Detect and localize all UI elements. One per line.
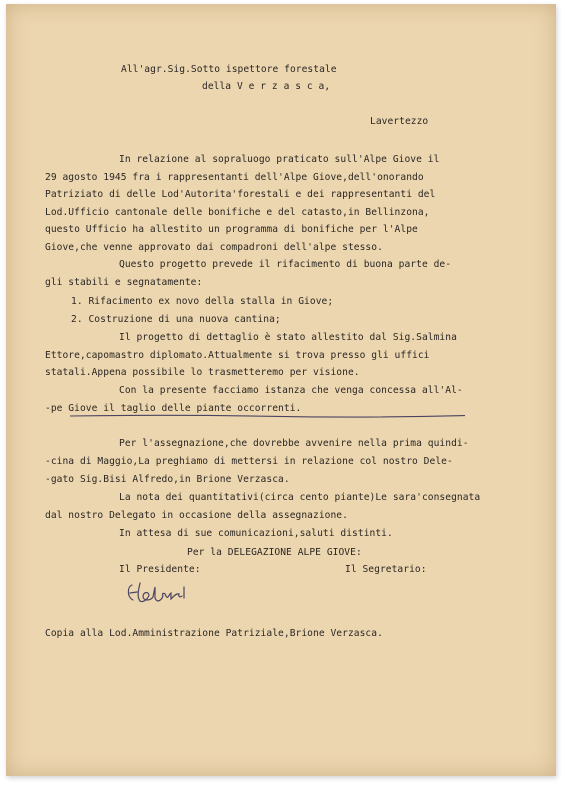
list-item: 1. Rifacimento ex novo della stalla in Giove; (71, 296, 334, 307)
location: Lavertezzo (370, 116, 429, 127)
body-line: Lod.Ufficio cantonale delle bonifiche e del catasto,in Bellinzona, (45, 207, 430, 218)
letter-page (6, 4, 556, 776)
pencil-underline-mark (70, 414, 465, 418)
addressee-line-2: della V e r z a s c a, (202, 81, 331, 92)
body-line: Con la presente facciamo istanza che venga concessa all'Al- (119, 385, 463, 396)
body-line: questo Ufficio ha allestito un programma di bonifiche per l'Alpe (45, 224, 418, 235)
sender-line: Per la DELEGAZIONE ALPE GIOVE: (187, 547, 362, 558)
addressee-line-1: All'agr.Sig.Sotto ispettore forestale (121, 64, 337, 75)
president-label: Il Presidente: (119, 564, 201, 575)
copy-line: Copia alla Lod.Amministrazione Patriziale,Brione Verzasca. (45, 628, 383, 639)
body-line: statali.Appena possibile lo trasmetteremo per visione. (45, 367, 360, 378)
body-line: -gato Sig.Bisi Alfredo,in Brione Verzasca. (45, 474, 290, 485)
body-line: Patriziato di delle Lod'Autorita'forestali e dei rappresentanti del (45, 189, 436, 200)
body-line: Per l'assegnazione,che dovrebbe avvenire nella prima quindi- (119, 438, 469, 449)
secretary-label: Il Segretario: (345, 564, 427, 575)
body-line: dal nostro Delegato in occasione della assegnazione. (45, 510, 348, 521)
body-line: In relazione al sopraluogo praticato sull'Alpe Giove il (119, 154, 440, 165)
body-line: Il progetto di dettaglio è stato allestito dal Sig.Salmina (119, 332, 457, 343)
body-line: In attesa di sue comunicazioni,saluti distinti. (119, 528, 393, 539)
body-line: -pe Giove il taglio delle piante occorrenti. (45, 403, 302, 414)
body-line: -cina di Maggio,La preghiamo di mettersi in relazione col nostro Dele- (45, 456, 453, 467)
body-line: Giove,che venne approvato dai compadroni dell'alpe stesso. (45, 242, 383, 253)
handwritten-signature (124, 577, 194, 609)
body-line: Questo progetto prevede il rifacimento di buona parte de- (119, 259, 452, 270)
body-line: Ettore,capomastro diplomato.Attualmente si trova presso gli uffici (45, 350, 430, 361)
body-line: gli stabili e segnatamente: (45, 277, 203, 288)
body-line: La nota dei quantitativi(circa cento piante)Le sara'consegnata (119, 492, 481, 503)
body-line: 29 agosto 1945 fra i rappresentanti dell'Alpe Giove,dell'onorando (45, 172, 424, 183)
list-item: 2. Costruzione di una nuova cantina; (71, 314, 281, 325)
